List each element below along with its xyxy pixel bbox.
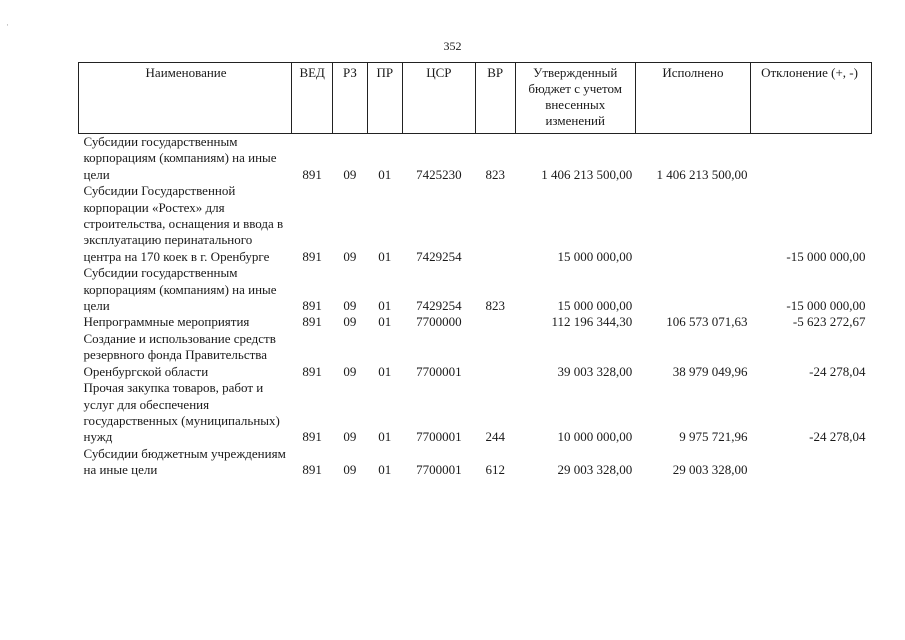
- col-header-deviation: Отклонение (+, -): [751, 63, 872, 134]
- cell-approved: 10 000 000,00: [557, 429, 633, 445]
- cell-name: Субсидии бюджетным учреждениям на иные цели: [83, 445, 286, 478]
- cell-deviation: -15 000 000,00: [786, 298, 866, 314]
- cell-vr: 823: [485, 166, 505, 182]
- col-header-ved: ВЕД: [292, 63, 333, 134]
- cell-executed: 29 003 328,00: [672, 462, 748, 478]
- table-row: [79, 331, 872, 380]
- cell-deviation: -5 623 272,67: [792, 314, 866, 330]
- cell-rz: 09: [343, 314, 357, 330]
- cell-name: Непрограммные мероприятия: [83, 314, 250, 330]
- cell-deviation: -24 278,04: [809, 363, 866, 379]
- col-header-pr: ПР: [367, 63, 403, 134]
- cell-deviation: [751, 134, 872, 184]
- cell-pr: 01: [378, 429, 392, 445]
- cell-ved: 891: [302, 429, 322, 445]
- cell-vr: [475, 331, 515, 380]
- cell-pr: 01: [378, 298, 392, 314]
- cell-executed: 106 573 071,63: [666, 314, 748, 330]
- cell-pr: 01: [378, 166, 392, 182]
- table-row: [79, 183, 872, 265]
- cell-csr: 7700001: [416, 363, 462, 379]
- cell-rz: 09: [343, 166, 357, 182]
- cell-vr: 244: [485, 429, 505, 445]
- cell-name: Прочая закупка товаров, работ и услуг для обеспечения государственных (муниципальных) нужд: [83, 380, 280, 445]
- col-header-name: Наименование: [79, 63, 292, 134]
- cell-approved: 15 000 000,00: [557, 248, 633, 264]
- table-row: [79, 265, 872, 314]
- col-header-approved: Утвержденный бюджет с учетом внесенных изменений: [515, 63, 635, 134]
- cell-approved: 1 406 213 500,00: [541, 166, 633, 182]
- cell-vr: 823: [485, 298, 505, 314]
- cell-ved: 891: [302, 314, 322, 330]
- table-row: [79, 314, 872, 330]
- cell-approved: 39 003 328,00: [557, 363, 633, 379]
- cell-ved: 891: [302, 363, 322, 379]
- budget-table: [78, 62, 872, 479]
- cell-pr: 01: [378, 462, 392, 478]
- cell-rz: 09: [343, 298, 357, 314]
- cell-executed: 1 406 213 500,00: [656, 166, 748, 182]
- table-row: [79, 134, 872, 184]
- cell-csr: 7425230: [416, 166, 462, 182]
- col-header-rz: РЗ: [333, 63, 367, 134]
- cell-rz: 09: [343, 429, 357, 445]
- cell-deviation: [751, 446, 872, 479]
- col-header-csr: ЦСР: [403, 63, 476, 134]
- cell-rz: 09: [343, 363, 357, 379]
- col-header-executed: Исполнено: [635, 63, 750, 134]
- table-row: [79, 380, 872, 446]
- cell-name: Субсидии государственным корпорациям (компаниям) на иные цели: [83, 265, 277, 314]
- cell-ved: 891: [302, 166, 322, 182]
- cell-rz: 09: [343, 248, 357, 264]
- cell-vr: 612: [485, 462, 505, 478]
- cell-rz: 09: [343, 462, 357, 478]
- cell-executed: [635, 265, 750, 314]
- cell-deviation: -15 000 000,00: [786, 248, 866, 264]
- cell-approved: 29 003 328,00: [557, 462, 633, 478]
- cell-ved: 891: [302, 248, 322, 264]
- cell-csr: 7700000: [416, 314, 462, 330]
- cell-executed: [635, 183, 750, 265]
- cell-name: Субсидии Государственной корпорации «Ростех» для строительства, оснащения и ввода в эксплуатацию перинатального центра на 170 коек в г. Оренбурге: [83, 183, 284, 264]
- scan-mark: ·: [6, 20, 9, 30]
- cell-executed: 38 979 049,96: [672, 363, 748, 379]
- cell-vr: [475, 183, 515, 265]
- col-header-vr: ВР: [475, 63, 515, 134]
- cell-csr: 7700001: [416, 429, 462, 445]
- page-number: 352: [443, 39, 462, 53]
- cell-approved: 112 196 344,30: [551, 314, 633, 330]
- cell-vr: [475, 314, 515, 330]
- cell-pr: 01: [378, 363, 392, 379]
- table-header-row: [79, 63, 872, 134]
- cell-csr: 7429254: [416, 248, 462, 264]
- cell-ved: 891: [302, 298, 322, 314]
- cell-csr: 7429254: [416, 298, 462, 314]
- cell-deviation: -24 278,04: [809, 429, 866, 445]
- table-row: [79, 446, 872, 479]
- cell-approved: 15 000 000,00: [557, 298, 633, 314]
- cell-name: Субсидии государственным корпорациям (компаниям) на иные цели: [83, 134, 277, 182]
- cell-pr: 01: [378, 314, 392, 330]
- cell-ved: 891: [302, 462, 322, 478]
- cell-pr: 01: [378, 248, 392, 264]
- cell-executed: 9 975 721,96: [679, 429, 748, 445]
- cell-csr: 7700001: [416, 462, 462, 478]
- cell-name: Создание и использование средств резервного фонда Правительства Оренбургской области: [83, 330, 276, 379]
